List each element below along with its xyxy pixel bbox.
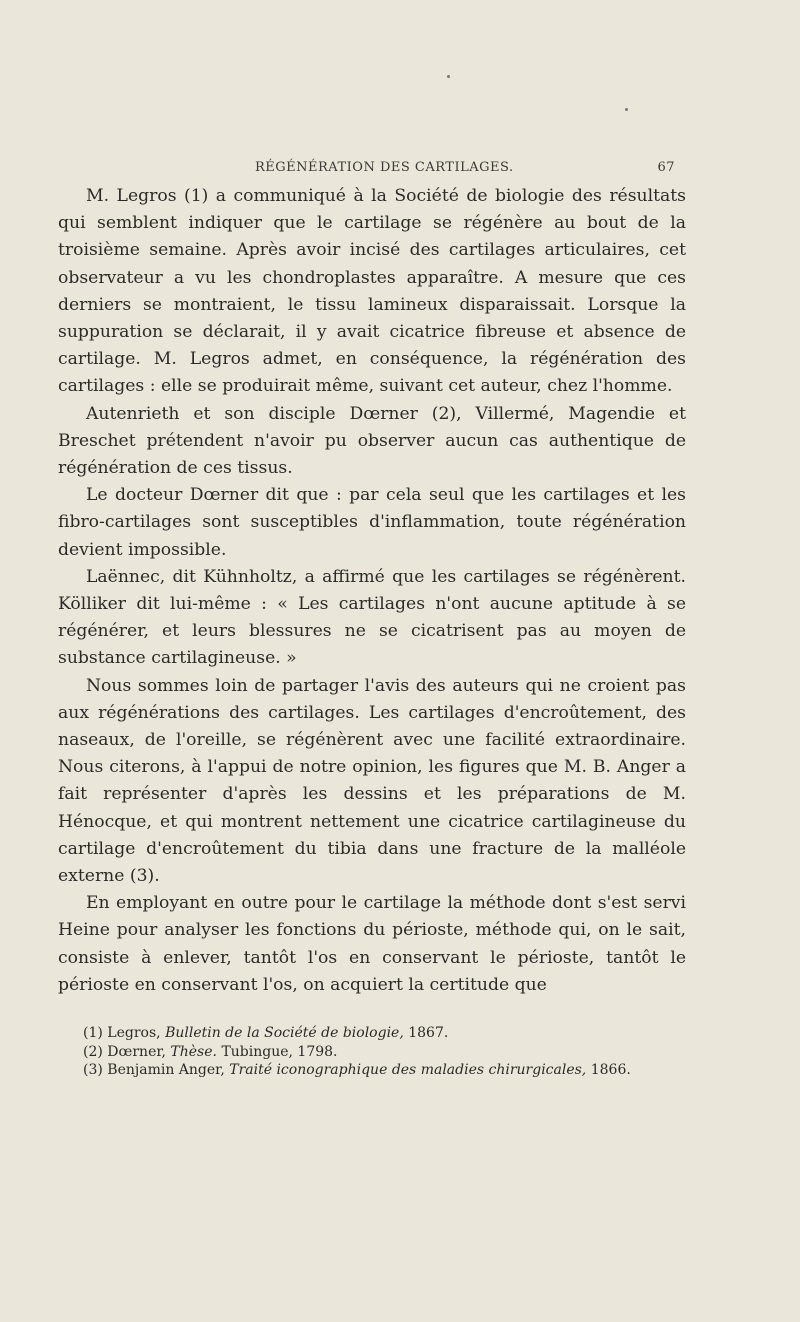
footnote-rest: 1867. bbox=[408, 1025, 449, 1041]
footnote-mark: (3) bbox=[83, 1062, 103, 1078]
running-header bbox=[255, 160, 675, 175]
paragraph-5: Nous sommes loin de partager l'avis des auteurs qui ne croient pas aux régénérations des cartilages. Les cartilages d'encroûtement, des naseaux, de l'oreille, se régénèrent avec une facilité extraordinaire. Nous citerons, à l'appui de notre opinion, les figures que M. B. Anger a fait représenter d'après les dessins et les préparations de M. Hénocque, et qui montrent nettement une cicatrice cartilagineuse du cartilage d'encroûtement du tibia dans une fracture de la malléole externe (3). bbox=[58, 675, 686, 887]
footnote-work: Bulletin de la Société de biologie, bbox=[165, 1025, 404, 1041]
page-number: 67 bbox=[657, 160, 675, 175]
footnote-work: Thèse. bbox=[170, 1043, 217, 1060]
paragraph-3: Le docteur Dœrner dit que : par cela seul que les cartilages et les fibro-cartilages sont susceptibles d'inflammation, toute régénération devient impossible. bbox=[58, 485, 686, 560]
paragraph-4: Laënnec, dit Kühnholtz, a affirmé que les cartilages se régénèrent. Kölliker dit lui-même : « Les cartilages n'ont aucune aptitude à se régénérer, et leurs blessures ne se cicatrisent pas au moyen de substance cartilagineuse. » bbox=[58, 566, 686, 669]
footnote-1 bbox=[83, 1024, 703, 1043]
footnote-work: Traité iconographique des maladies chirurgicales, bbox=[229, 1062, 587, 1078]
footnote-rest: 1866. bbox=[590, 1062, 631, 1078]
speck-mark bbox=[447, 75, 450, 78]
footnote-2 bbox=[83, 1043, 703, 1062]
speck-mark bbox=[625, 108, 628, 111]
footnote-author: Dœrner, bbox=[107, 1043, 166, 1060]
footnote-author: Legros, bbox=[107, 1025, 161, 1041]
paragraph-1: M. Legros (1) a communiqué à la Société de biologie des résultats qui semblent indiquer que le cartilage se régénère au bout de la troisième semaine. Après avoir incisé des cartilages articulaires, cet observateur a vu les chondroplastes apparaître. A mesure que ces derniers se montraient, le tissu lamineux disparaissait. Lorsque la suppuration se déclarait, il y avait cicatrice fibreuse et absence de cartilage. M. Legros admet, en conséquence, la régénération des cartilages : elle se produirait même, suivant cet auteur, chez l'homme. bbox=[58, 186, 686, 397]
footnote-rest: Tubingue, 1798. bbox=[221, 1043, 338, 1060]
footnotes bbox=[83, 1024, 703, 1080]
running-header-title: RÉGÉNÉRATION DES CARTILAGES. bbox=[255, 160, 514, 175]
footnote-mark: (1) bbox=[83, 1025, 103, 1041]
footnote-author: Benjamin Anger, bbox=[107, 1062, 225, 1078]
footnote-3 bbox=[83, 1061, 703, 1080]
paragraph-6: En employant en outre pour le cartilage la méthode dont s'est servi Heine pour analyser les fonctions du périoste, méthode qui, on le sait, consiste à enlever, tantôt l'os en conservant le périoste, tantôt le périoste en conservant l'os, on acquiert la certitude que bbox=[58, 893, 686, 995]
paragraph-2: Autenrieth et son disciple Dœrner (2), Villermé, Magendie et Breschet prétendent n'avoir pu observer aucun cas authentique de régénération de ces tissus. bbox=[58, 403, 686, 479]
footnote-mark: (2) bbox=[83, 1043, 103, 1060]
body-text bbox=[58, 183, 686, 999]
